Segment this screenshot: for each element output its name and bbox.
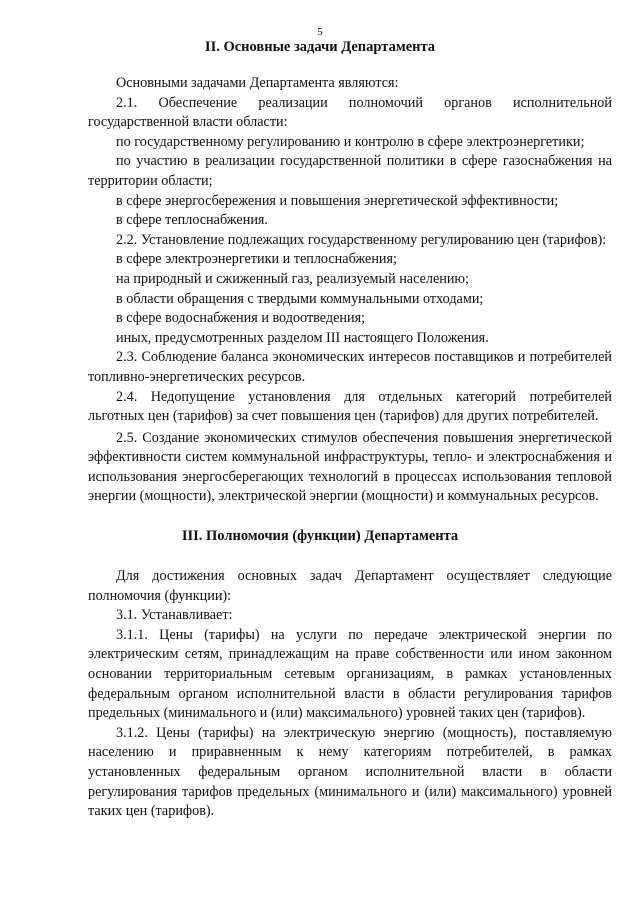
paragraph: в сфере энергосбережения и повышения энергетической эффективности; [116, 192, 559, 209]
paragraph: по участию в реализации государственной политики в сфере газоснабжения на территории области; [88, 153, 612, 189]
paragraph: 3.1.2. Цены (тарифы) на электрическую энергию (мощность), поставляемую населению и приравненным к нему категориям потребителей, в рамках установленных федеральным органом исполнительной власти в области регулирования тарифов предельных (минимального и (или) максимального) уровней таких цен (тарифов). [88, 724, 612, 820]
paragraph: Основными задачами Департамента являются: [116, 75, 399, 91]
section-3-title: III. Полномочия (функции) Департамента [181, 528, 459, 545]
paragraph: Для достижения основных задач Департамент осуществляет следующие полномочия (функции): [88, 568, 612, 604]
section-2-title: II. Основные задачи Департамента [204, 39, 436, 55]
paragraph: в области обращения с твердыми коммунальными отходами; [116, 290, 484, 307]
paragraph: иных, предусмотренных разделом III настоящего Положения. [116, 329, 489, 346]
paragraph: в сфере теплоснабжения. [116, 212, 268, 229]
paragraph: 3.1. Устанавливает: [116, 607, 233, 624]
paragraph: 2.2. Установление подлежащих государственному регулированию цен (тарифов): [116, 231, 607, 248]
paragraph: в сфере водоснабжения и водоотведения; [116, 310, 366, 327]
paragraph: по государственному регулированию и контролю в сфере электроэнергетики; [116, 133, 585, 150]
paragraph: 2.5. Создание экономических стимулов обеспечения повышения энергетической эффективности систем коммунальной инфраструктуры, тепло- и электроснабжения и использования энергосберегающих технологий в процессах использования тепловой энергии (мощности), электрической энергии (мощности) и коммунальных ресурсов. [88, 429, 612, 505]
paragraph: 2.1. Обеспечение реализации полномочий органов исполнительной государственной власти области: [88, 94, 612, 131]
paragraph: 2.4. Недопущение установления для отдельных категорий потребителей льготных цен (тарифов) за счет повышения цен (тарифов) для других потребителей. [88, 388, 612, 425]
section-2-body [88, 74, 612, 507]
section-3-body [88, 567, 612, 822]
paragraph: 2.3. Соблюдение баланса экономических интересов поставщиков и потребителей топливно-энергетических ресурсов. [88, 349, 612, 385]
page-number: 5 [317, 26, 323, 38]
paragraph: на природный и сжиженный газ, реализуемый населению; [116, 270, 469, 287]
paragraph: 3.1.1. Цены (тарифы) на услуги по передаче электрической энергии по электрическим сетям, принадлежащим на праве собственности или ином законном основании территориальным сетевым организациям, в рамках установленных федеральным органом исполнительной власти в области регулирования тарифов предельных (минимального и (или) максимального) уровней таких цен (тарифов). [88, 626, 612, 722]
paragraph: в сфере электроэнергетики и теплоснабжения; [116, 251, 397, 268]
